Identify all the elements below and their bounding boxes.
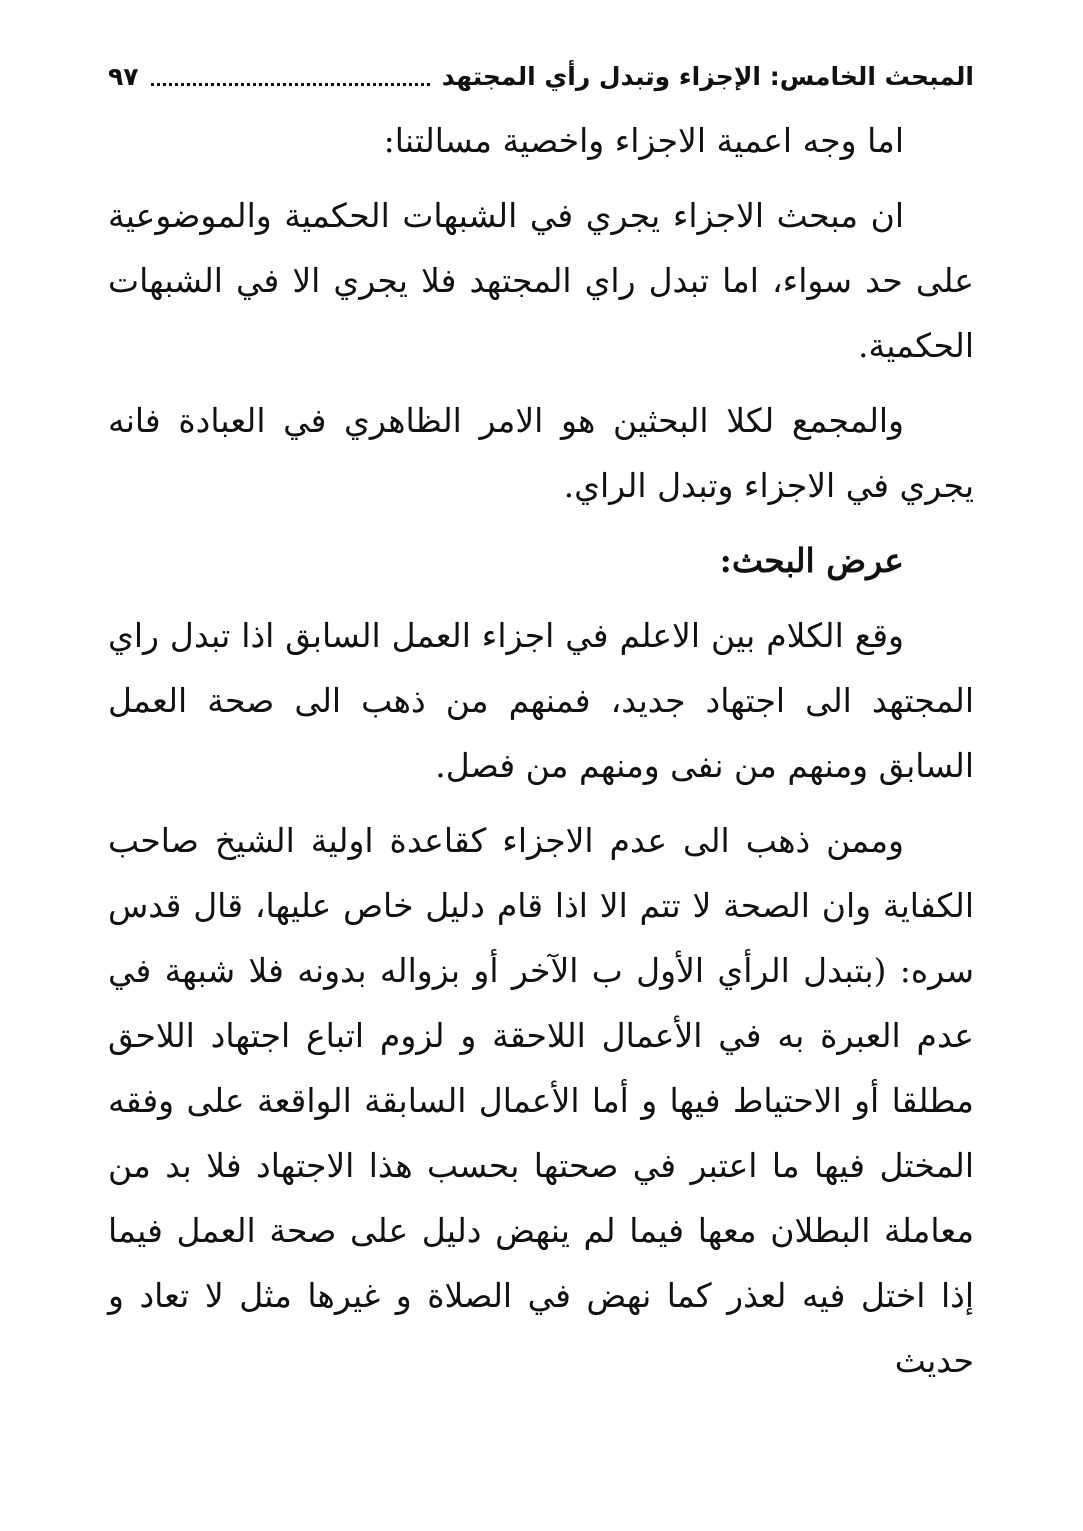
paragraph-4: وقع الكلام بين الاعلم في اجزاء العمل السابق اذا تبدل راي المجتهد الى اجتهاد جديد، فمنهم من ذهب الى صحة العمل السابق ومنهم من نفى ومنهم من فصل.: [108, 616, 974, 785]
body-text: [108, 108, 974, 1403]
dotted-leader: [151, 83, 430, 86]
running-header-title: المبحث الخامس: الإجزاء وتبدل رأي المجتهد: [441, 61, 974, 91]
paragraph-2: ان مبحث الاجزاء يجري في الشبهات الحكمية والموضوعية على حد سواء، اما تبدل راي المجتهد فلا يجري الا في الشبهات الحكمية.: [108, 196, 974, 365]
section-subheading: عرض البحث:: [719, 541, 904, 580]
paragraph-5: وممن ذهب الى عدم الاجزاء كقاعدة اولية الشيخ صاحب الكفاية وان الصحة لا تتم الا اذا قام دليل خاص عليها، قال قدس سره: (بتبدل الرأي الأول ب الآخر أو بزواله بدونه فلا شبهة في عدم العبرة به في الأعمال اللاحقة و لزوم اتباع اجتهاد اللاحق مطلقا أو الاحتياط فيها و أما الأعمال السابقة الواقعة على وفقه المختل فيها ما اعتبر في صحتها بحسب هذا الاجتهاد فلا بد من معاملة البطلان معها فيما لم ينهض دليل على صحة العمل فيما إذا اختل فيه لعذر كما نهض في الصلاة و غيرها مثل لا تعاد و حديث: [108, 821, 974, 1380]
page-number: ٩٧: [108, 61, 139, 91]
paragraph-1: اما وجه اعمية الاجزاء واخصية مسالتنا:: [383, 121, 904, 160]
running-header: [108, 52, 974, 100]
paragraph-3: والمجمع لكلا البحثين هو الامر الظاهري في العبادة فانه يجري في الاجزاء وتبدل الراي.: [108, 401, 974, 505]
